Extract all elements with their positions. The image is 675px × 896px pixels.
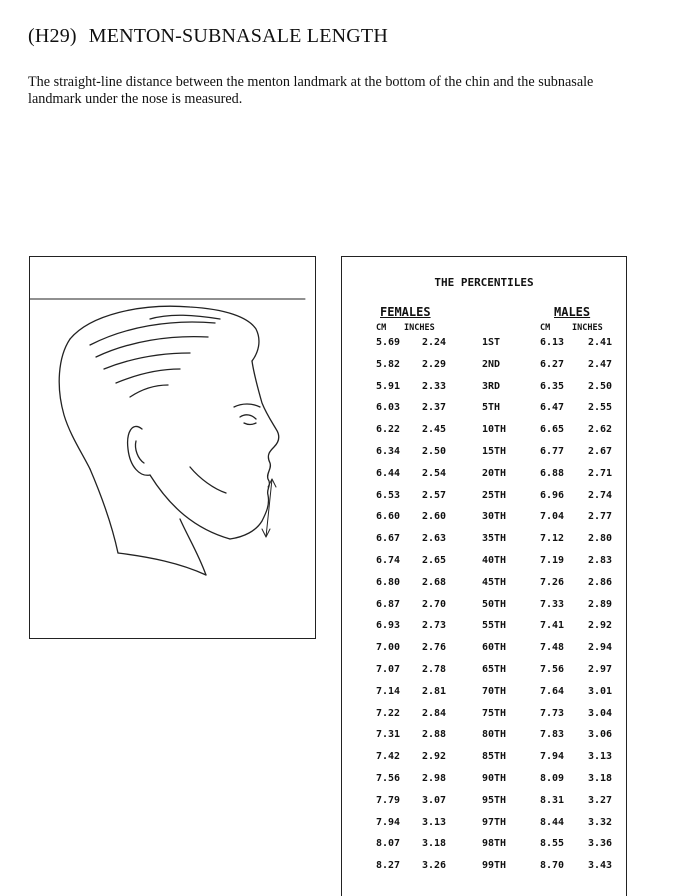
female-inches-cell: 2.84 [422, 707, 447, 719]
male-inches-cell: 3.13 [588, 751, 613, 763]
female-cm-cell: 7.14 [376, 685, 401, 697]
male-inches-cell: 2.77 [588, 511, 613, 523]
table-row [342, 359, 626, 381]
female-cm-cell: 6.60 [376, 511, 401, 523]
table-row [342, 729, 626, 751]
percentile-cell: 75TH [482, 707, 507, 719]
female-inches-cell: 2.68 [422, 576, 447, 588]
female-cm-cell: 6.74 [376, 554, 401, 566]
percentile-cell: 3RD [482, 380, 501, 392]
table-row [342, 773, 626, 795]
female-cm-cell: 7.42 [376, 751, 401, 763]
male-inches-cell: 2.74 [588, 489, 613, 501]
female-cm-cell: 7.31 [376, 729, 401, 741]
male-inches-cell: 2.86 [588, 576, 613, 588]
male-inches-cell: 2.47 [588, 358, 613, 370]
percentile-cell: 30TH [482, 511, 507, 523]
female-cm-cell: 6.67 [376, 533, 401, 545]
male-inches-cell: 3.01 [588, 685, 613, 697]
female-cm-cell: 7.22 [376, 707, 401, 719]
female-cm-cell: 5.82 [376, 358, 401, 370]
page-title [28, 25, 388, 48]
male-cm-cell: 7.41 [540, 620, 565, 632]
male-inches-cell: 3.43 [588, 860, 613, 872]
table-row [342, 533, 626, 555]
table-row [342, 424, 626, 446]
female-inches-cell: 2.76 [422, 642, 447, 654]
male-inches-cell: 3.36 [588, 838, 613, 850]
table-row [342, 446, 626, 468]
female-inches-cell: 3.07 [422, 794, 447, 806]
female-cm-cell: 6.34 [376, 445, 401, 457]
table-row [342, 599, 626, 621]
male-inches-cell: 2.62 [588, 424, 613, 436]
male-cm-cell: 7.64 [540, 685, 565, 697]
male-cm-cell: 7.83 [540, 729, 565, 741]
percentile-cell: 50TH [482, 598, 507, 610]
table-row [342, 381, 626, 403]
female-cm-cell: 5.69 [376, 337, 401, 348]
female-inches-cell: 2.33 [422, 380, 447, 392]
percentile-cell: 70TH [482, 685, 507, 697]
female-cm-cell: 6.03 [376, 402, 401, 414]
female-cm-cell: 6.80 [376, 576, 401, 588]
head-profile-drawing [30, 257, 316, 639]
female-cm-cell: 6.22 [376, 424, 401, 436]
male-cm-cell: 6.27 [540, 358, 565, 370]
female-inches-cell: 2.37 [422, 402, 447, 414]
percentile-cell: 55TH [482, 620, 507, 632]
female-inches-cell: 2.45 [422, 424, 447, 436]
male-cm-cell: 8.70 [540, 860, 565, 872]
percentile-cell: 2ND [482, 358, 501, 370]
measurement-title: MENTON-SUBNASALE LENGTH [88, 25, 388, 47]
percentile-cell: 20TH [482, 467, 507, 479]
percentile-cell: 90TH [482, 772, 507, 784]
table-row [342, 708, 626, 730]
female-inches-cell: 3.26 [422, 860, 447, 872]
table-row [342, 402, 626, 424]
male-inches-cell: 3.27 [588, 794, 613, 806]
female-inches-cell: 2.88 [422, 729, 447, 741]
male-cm-cell: 7.56 [540, 663, 565, 675]
male-cm-cell: 7.12 [540, 533, 565, 545]
male-cm-cell: 6.96 [540, 489, 565, 501]
female-inches-cell: 2.54 [422, 467, 447, 479]
percentile-cell: 35TH [482, 533, 507, 545]
table-row [342, 468, 626, 490]
table-row [342, 817, 626, 839]
female-cm-cell: 7.00 [376, 642, 401, 654]
males-header: MALES [554, 305, 591, 319]
male-cm-cell: 7.26 [540, 576, 565, 588]
table-row [342, 838, 626, 860]
male-inches-cell: 2.71 [588, 467, 613, 479]
male-cm-cell: 6.47 [540, 402, 565, 414]
female-cm-cell: 5.91 [376, 380, 401, 392]
male-inches-header: INCHES [572, 323, 603, 333]
head-profile-figure [29, 256, 316, 639]
male-inches-cell: 3.18 [588, 772, 613, 784]
percentile-cell: 40TH [482, 554, 507, 566]
female-inches-cell: 2.29 [422, 358, 447, 370]
male-cm-cell: 7.48 [540, 642, 565, 654]
female-cm-cell: 8.27 [376, 860, 401, 872]
male-inches-cell: 2.92 [588, 620, 613, 632]
female-inches-cell: 3.18 [422, 838, 447, 850]
table-row [342, 686, 626, 708]
female-inches-cell: 2.24 [422, 337, 447, 348]
females-header: FEMALES [380, 305, 431, 319]
percentile-cell: 10TH [482, 424, 507, 436]
table-title: THE PERCENTILES [434, 276, 534, 289]
table-row [342, 751, 626, 773]
female-cm-cell: 6.53 [376, 489, 401, 501]
table-row [342, 795, 626, 817]
percentile-cell: 97TH [482, 816, 507, 828]
male-inches-cell: 2.67 [588, 445, 613, 457]
female-cm-cell: 6.93 [376, 620, 401, 632]
male-cm-header: CM [540, 323, 551, 333]
female-inches-cell: 2.63 [422, 533, 447, 545]
percentile-cell: 15TH [482, 445, 507, 457]
male-inches-cell: 3.06 [588, 729, 613, 741]
table-row [342, 860, 626, 882]
percentiles-table [341, 256, 627, 896]
male-inches-cell: 2.41 [588, 337, 613, 348]
female-cm-cell: 7.79 [376, 794, 401, 806]
male-cm-cell: 8.09 [540, 772, 565, 784]
table-row [342, 337, 626, 359]
percentile-cell: 99TH [482, 860, 507, 872]
female-inches-cell: 2.60 [422, 511, 447, 523]
female-cm-cell: 7.07 [376, 663, 401, 675]
male-inches-cell: 2.94 [588, 642, 613, 654]
percentile-cell: 80TH [482, 729, 507, 741]
male-cm-cell: 7.73 [540, 707, 565, 719]
female-inches-cell: 2.81 [422, 685, 447, 697]
female-inches-cell: 2.92 [422, 751, 447, 763]
table-row [342, 642, 626, 664]
percentile-cell: 25TH [482, 489, 507, 501]
male-cm-cell: 6.35 [540, 380, 565, 392]
male-cm-cell: 7.19 [540, 554, 565, 566]
table-row [342, 577, 626, 599]
female-cm-cell: 6.87 [376, 598, 401, 610]
female-inches-cell: 2.70 [422, 598, 447, 610]
female-inches-cell: 2.57 [422, 489, 447, 501]
male-inches-cell: 2.80 [588, 533, 613, 545]
table-row [342, 620, 626, 642]
male-cm-cell: 8.55 [540, 838, 565, 850]
table-row [342, 511, 626, 533]
male-inches-cell: 2.50 [588, 380, 613, 392]
percentile-cell: 85TH [482, 751, 507, 763]
percentile-cell: 60TH [482, 642, 507, 654]
male-inches-cell: 3.32 [588, 816, 613, 828]
percentile-cell: 65TH [482, 663, 507, 675]
male-cm-cell: 6.88 [540, 467, 565, 479]
female-cm-cell: 8.07 [376, 838, 401, 850]
measurement-description: The straight-line distance between the menton landmark at the bottom of the chin and the subnasale landmark under the nose is measured. [28, 74, 594, 107]
female-cm-cell: 7.94 [376, 816, 401, 828]
male-cm-cell: 6.65 [540, 424, 565, 436]
percentile-cell: 95TH [482, 794, 507, 806]
table-row [342, 490, 626, 512]
male-inches-cell: 2.83 [588, 554, 613, 566]
table-row [342, 555, 626, 577]
male-inches-cell: 3.04 [588, 707, 613, 719]
female-inches-header: INCHES [404, 323, 435, 333]
male-cm-cell: 8.31 [540, 794, 565, 806]
female-cm-header: CM [376, 323, 387, 333]
male-inches-cell: 2.89 [588, 598, 613, 610]
female-inches-cell: 2.73 [422, 620, 447, 632]
female-inches-cell: 2.65 [422, 554, 447, 566]
percentile-cell: 5TH [482, 402, 501, 414]
percentile-cell: 1ST [482, 337, 501, 348]
percentile-cell: 98TH [482, 838, 507, 850]
female-cm-cell: 6.44 [376, 467, 401, 479]
female-cm-cell: 7.56 [376, 772, 401, 784]
male-inches-cell: 2.97 [588, 663, 613, 675]
male-cm-cell: 7.04 [540, 511, 565, 523]
male-cm-cell: 7.33 [540, 598, 565, 610]
female-inches-cell: 2.50 [422, 445, 447, 457]
male-cm-cell: 6.13 [540, 337, 565, 348]
male-cm-cell: 6.77 [540, 445, 565, 457]
measurement-code: (H29) [28, 25, 77, 47]
percentile-cell: 45TH [482, 576, 507, 588]
male-inches-cell: 2.55 [588, 402, 613, 414]
female-inches-cell: 2.78 [422, 663, 447, 675]
female-inches-cell: 2.98 [422, 772, 447, 784]
male-cm-cell: 7.94 [540, 751, 565, 763]
female-inches-cell: 3.13 [422, 816, 447, 828]
table-row [342, 664, 626, 686]
percentile-rows [342, 337, 626, 882]
male-cm-cell: 8.44 [540, 816, 565, 828]
